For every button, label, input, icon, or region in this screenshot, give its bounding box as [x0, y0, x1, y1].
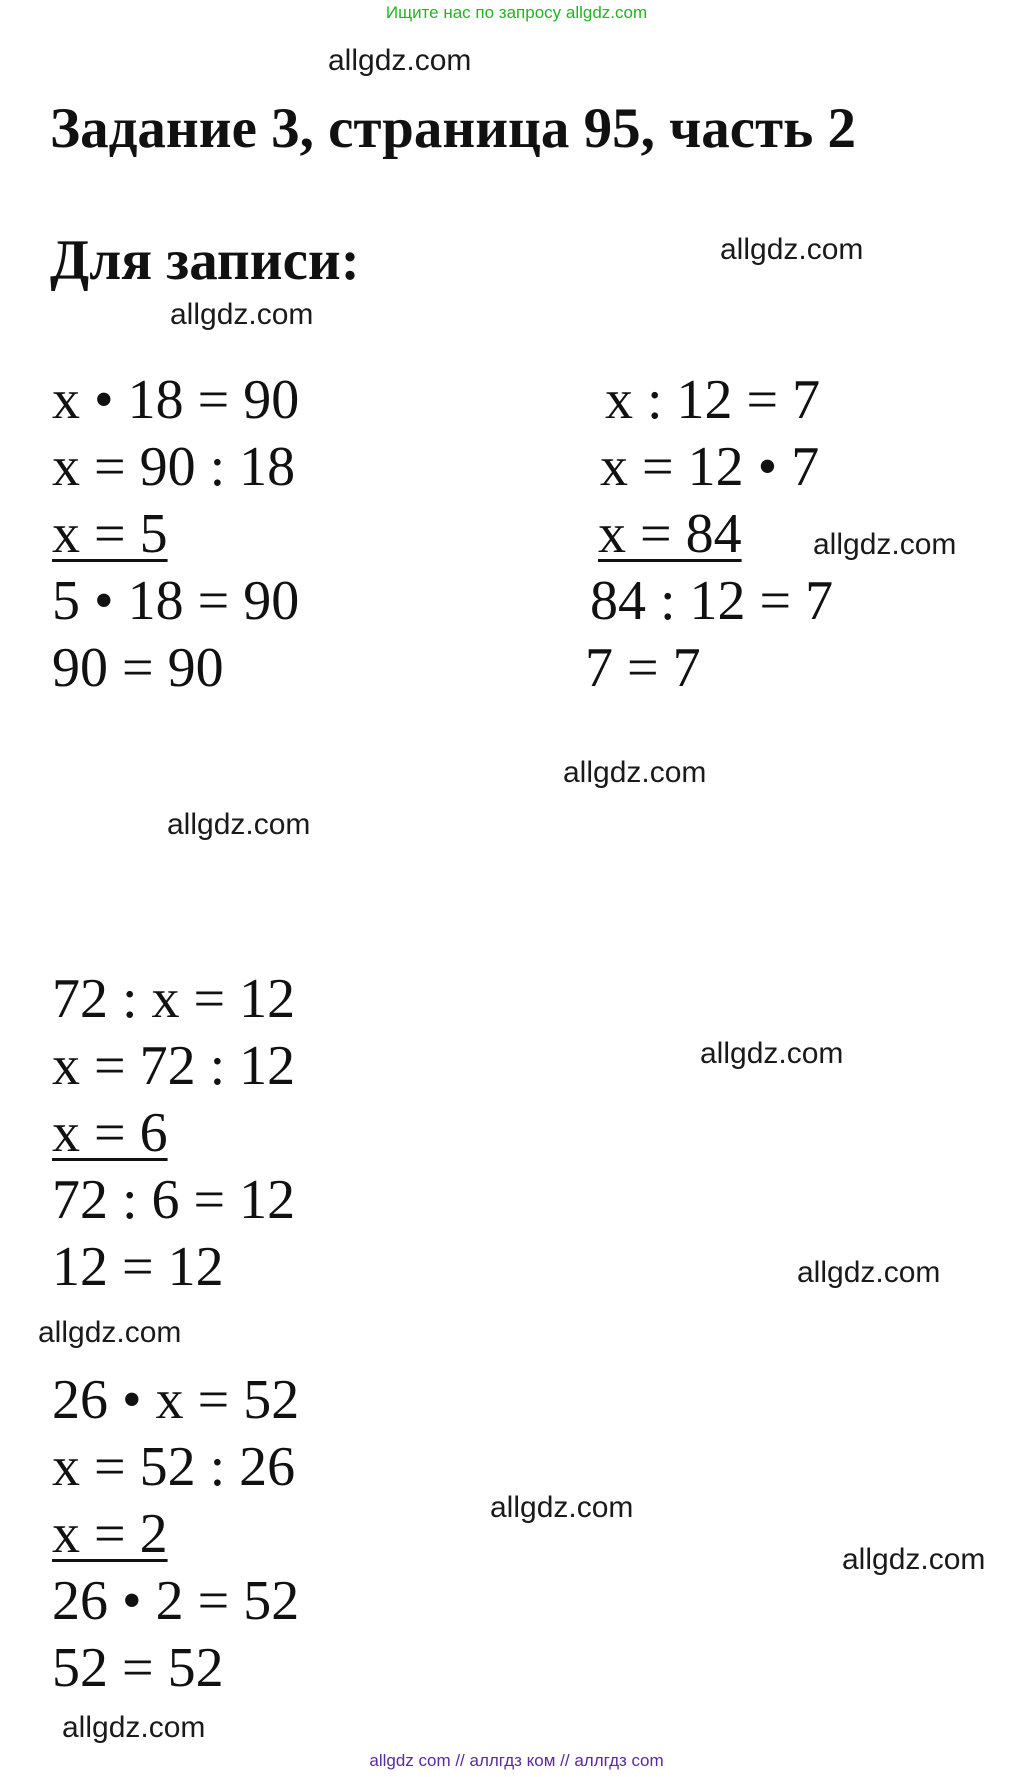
equation-line: x • 18 = 90: [52, 369, 300, 431]
equation-line: x : 12 = 7: [605, 369, 821, 431]
watermark: allgdz.com: [167, 808, 311, 841]
top-banner: Ищите нас по запросу allgdz.com: [385, 3, 648, 22]
equation-answer: x = 5: [52, 503, 168, 565]
equation-line: x = 72 : 12: [52, 1035, 296, 1097]
equation-line: 26 • 2 = 52: [52, 1570, 300, 1632]
equation-answer: x = 6: [52, 1102, 168, 1164]
watermark: allgdz.com: [170, 298, 314, 331]
equation-line: 90 = 90: [52, 637, 224, 699]
watermark: allgdz.com: [62, 1711, 206, 1744]
watermark: allgdz.com: [700, 1037, 844, 1070]
watermark: allgdz.com: [797, 1256, 941, 1289]
watermark: allgdz.com: [842, 1543, 986, 1576]
equation-line: 72 : 6 = 12: [52, 1169, 296, 1231]
equation-line: 84 : 12 = 7: [590, 570, 834, 632]
watermark: allgdz.com: [813, 528, 957, 561]
equation-line: x = 90 : 18: [52, 436, 296, 498]
watermark: allgdz.com: [563, 756, 707, 789]
watermark: allgdz.com: [490, 1491, 634, 1524]
watermark: allgdz.com: [328, 44, 472, 77]
watermark: allgdz.com: [38, 1316, 182, 1349]
equation-line: 26 • x = 52: [52, 1369, 300, 1431]
equation-answer: x = 2: [52, 1503, 168, 1565]
equation-line: 52 = 52: [52, 1637, 224, 1699]
watermark: allgdz.com: [720, 233, 864, 266]
equation-answer: x = 84: [598, 503, 742, 565]
equation-line: 7 = 7: [585, 637, 701, 699]
equation-line: 72 : x = 12: [52, 968, 296, 1030]
equation-line: 5 • 18 = 90: [52, 570, 300, 632]
page-title: Задание 3, страница 95, часть 2: [50, 97, 856, 160]
equation-line: x = 52 : 26: [52, 1436, 296, 1498]
footer-links[interactable]: allgdz com // аллгдз ком // аллгдз com: [369, 1751, 664, 1770]
equation-line: 12 = 12: [52, 1236, 224, 1298]
section-heading: Для записи:: [50, 229, 360, 292]
equation-line: x = 12 • 7: [600, 436, 820, 498]
